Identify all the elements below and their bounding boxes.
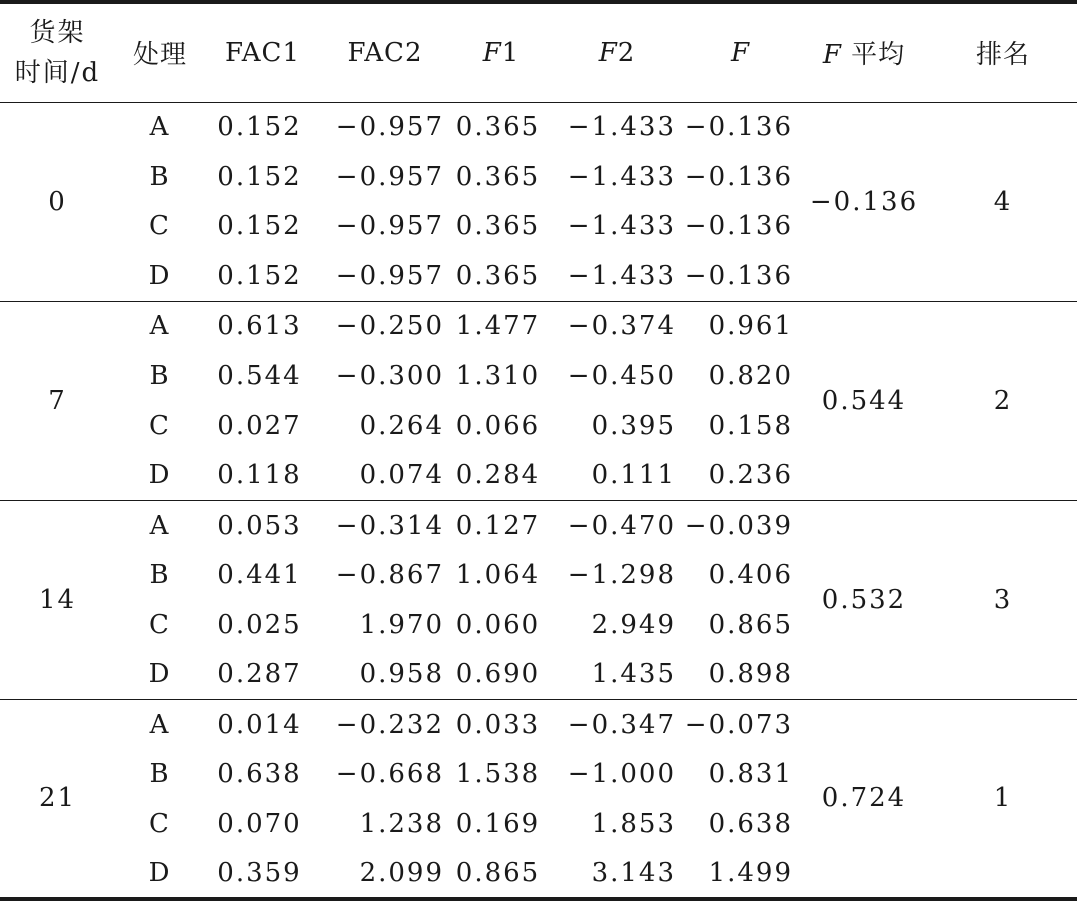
cell-treatment: A <box>149 709 171 740</box>
cell-shelf-time: 21 <box>38 783 77 814</box>
cell-fac2: −0.957 <box>335 161 444 192</box>
cell-fac2: 1.970 <box>359 609 444 640</box>
cell-f1: 0.865 <box>455 857 541 888</box>
header-shelf-time <box>0 2 115 102</box>
cell-f2: −1.000 <box>567 759 676 790</box>
header-f-average <box>799 2 929 102</box>
header-f <box>682 2 799 102</box>
cell-fac1: 0.118 <box>217 460 302 491</box>
cell-f2: −0.470 <box>567 510 676 541</box>
header-row <box>0 2 1077 102</box>
cell-treatment: D <box>148 460 172 491</box>
header-f1-letter: F <box>482 37 502 68</box>
time-group <box>0 500 1077 699</box>
cell-shelf-time: 14 <box>38 584 77 615</box>
cell-treatment: C <box>149 809 171 840</box>
cell-f-average: 0.532 <box>821 584 907 615</box>
cell-shelf-time: 7 <box>48 385 67 416</box>
cell-f: −0.039 <box>684 510 793 541</box>
cell-fac1: 0.152 <box>217 211 302 242</box>
cell-f1: 0.169 <box>455 809 541 840</box>
header-f2-letter: F <box>598 37 618 68</box>
time-group <box>0 700 1077 899</box>
cell-treatment: C <box>149 211 171 242</box>
cell-f2: 2.949 <box>591 609 676 640</box>
cell-treatment: B <box>149 560 171 591</box>
cell-f2: 3.143 <box>591 857 676 888</box>
cell-fac2: 0.264 <box>359 410 444 441</box>
cell-rank: 4 <box>993 186 1013 217</box>
cell-treatment: B <box>149 360 171 391</box>
header-rank: 排名 <box>975 40 1030 71</box>
cell-fac1: 0.441 <box>217 560 302 591</box>
cell-f1: 1.064 <box>455 560 541 591</box>
cell-f2: 0.111 <box>591 460 676 491</box>
cell-treatment: B <box>149 161 171 192</box>
cell-f1: 0.690 <box>455 659 541 690</box>
cell-fac2: 0.958 <box>359 659 444 690</box>
header-f-average-letter: F <box>822 40 842 71</box>
cell-shelf-time: 0 <box>48 186 67 217</box>
cell-fac1: 0.152 <box>217 261 302 292</box>
cell-rank: 1 <box>993 783 1013 814</box>
cell-f1: 1.310 <box>455 360 541 391</box>
cell-f2: 0.395 <box>591 410 676 441</box>
cell-f2: −1.433 <box>567 211 676 242</box>
header-fac2: FAC2 <box>347 37 423 68</box>
cell-f: 0.961 <box>708 311 793 342</box>
cell-f1: 1.538 <box>455 759 541 790</box>
cell-f2: −0.374 <box>567 311 676 342</box>
cell-treatment: C <box>149 609 171 640</box>
cell-f: 0.406 <box>708 560 793 591</box>
cell-fac2: 0.074 <box>359 460 444 491</box>
header-shelf-time-line2: 时间/d <box>14 57 101 88</box>
cell-treatment: D <box>148 857 172 888</box>
cell-f: −0.136 <box>684 112 793 143</box>
cell-fac1: 0.638 <box>217 759 302 790</box>
cell-f: −0.073 <box>684 709 793 740</box>
time-group <box>0 301 1077 500</box>
cell-f: 0.831 <box>708 759 793 790</box>
cell-f2: 1.435 <box>591 659 676 690</box>
header-treatment: 处理 <box>132 40 187 71</box>
cell-f: 1.499 <box>708 857 793 888</box>
cell-treatment: D <box>148 659 172 690</box>
cell-fac1: 0.014 <box>217 709 302 740</box>
cell-f: 0.158 <box>708 410 793 441</box>
cell-treatment: A <box>149 112 171 143</box>
cell-f2: 1.853 <box>591 809 676 840</box>
cell-fac2: 2.099 <box>359 857 444 888</box>
cell-f-average: −0.136 <box>809 186 919 217</box>
cell-fac1: 0.070 <box>217 809 302 840</box>
cell-treatment: B <box>149 759 171 790</box>
table-header <box>0 2 1077 102</box>
header-fac1: FAC1 <box>225 37 300 68</box>
cell-f2: −1.433 <box>567 161 676 192</box>
cell-f: −0.136 <box>684 261 793 292</box>
cell-f1: 0.365 <box>455 161 541 192</box>
cell-fac1: 0.287 <box>217 659 302 690</box>
header-f2-digit: 2 <box>617 37 636 68</box>
cell-fac2: 1.238 <box>359 809 444 840</box>
header-f2 <box>552 2 682 102</box>
cell-fac2: −0.957 <box>335 112 444 143</box>
cell-f1: 0.365 <box>455 211 541 242</box>
header-shelf-time-line1: 货架 <box>29 17 86 48</box>
cell-fac2: −0.300 <box>335 360 444 391</box>
cell-fac2: −0.250 <box>335 311 444 342</box>
cell-fac2: −0.668 <box>335 759 444 790</box>
cell-fac2: −0.314 <box>335 510 444 541</box>
cell-f: 0.820 <box>708 360 793 391</box>
cell-f2: −0.450 <box>567 360 676 391</box>
cell-fac1: 0.359 <box>217 857 302 888</box>
cell-fac1: 0.025 <box>217 609 302 640</box>
cell-fac2: −0.957 <box>335 211 444 242</box>
header-f-average-text: 平均 <box>851 40 906 71</box>
cell-fac1: 0.544 <box>217 360 302 391</box>
header-f-letter: F <box>730 37 751 68</box>
cell-fac2: −0.232 <box>335 709 444 740</box>
cell-f1: 0.284 <box>455 460 541 491</box>
cell-fac2: −0.957 <box>335 261 444 292</box>
cell-f: 0.236 <box>708 460 793 491</box>
header-f1 <box>450 2 552 102</box>
cell-f1: 0.033 <box>455 709 541 740</box>
cell-fac1: 0.613 <box>217 311 302 342</box>
cell-f2: −1.298 <box>567 560 676 591</box>
cell-f2: −1.433 <box>567 112 676 143</box>
cell-treatment: C <box>149 410 171 441</box>
cell-f: −0.136 <box>684 161 793 192</box>
cell-f: −0.136 <box>684 211 793 242</box>
cell-rank: 2 <box>993 385 1013 416</box>
table-row <box>0 102 1077 152</box>
time-group <box>0 102 1077 301</box>
cell-treatment: A <box>149 311 171 342</box>
table-row <box>0 500 1077 550</box>
cell-f: 0.898 <box>708 659 793 690</box>
cell-fac2: −0.867 <box>335 560 444 591</box>
table-row <box>0 700 1077 750</box>
cell-f2: −0.347 <box>567 709 676 740</box>
cell-f: 0.638 <box>708 809 793 840</box>
cell-fac1: 0.152 <box>217 161 302 192</box>
table-row <box>0 301 1077 351</box>
cell-f1: 0.365 <box>455 261 541 292</box>
cell-f2: −1.433 <box>567 261 676 292</box>
cell-f-average: 0.724 <box>821 783 907 814</box>
cell-fac1: 0.027 <box>217 410 302 441</box>
cell-f-average: 0.544 <box>821 385 907 416</box>
cell-f1: 1.477 <box>455 311 541 342</box>
cell-fac1: 0.053 <box>217 510 302 541</box>
cell-f1: 0.127 <box>455 510 541 541</box>
cell-f1: 0.066 <box>455 410 541 441</box>
cell-f1: 0.365 <box>455 112 541 143</box>
header-f1-digit: 1 <box>501 37 520 68</box>
cell-fac1: 0.152 <box>217 112 302 143</box>
cell-rank: 3 <box>993 584 1013 615</box>
cell-f1: 0.060 <box>455 609 541 640</box>
cell-treatment: D <box>148 261 172 292</box>
cell-treatment: A <box>149 510 171 541</box>
cell-f: 0.865 <box>708 609 793 640</box>
